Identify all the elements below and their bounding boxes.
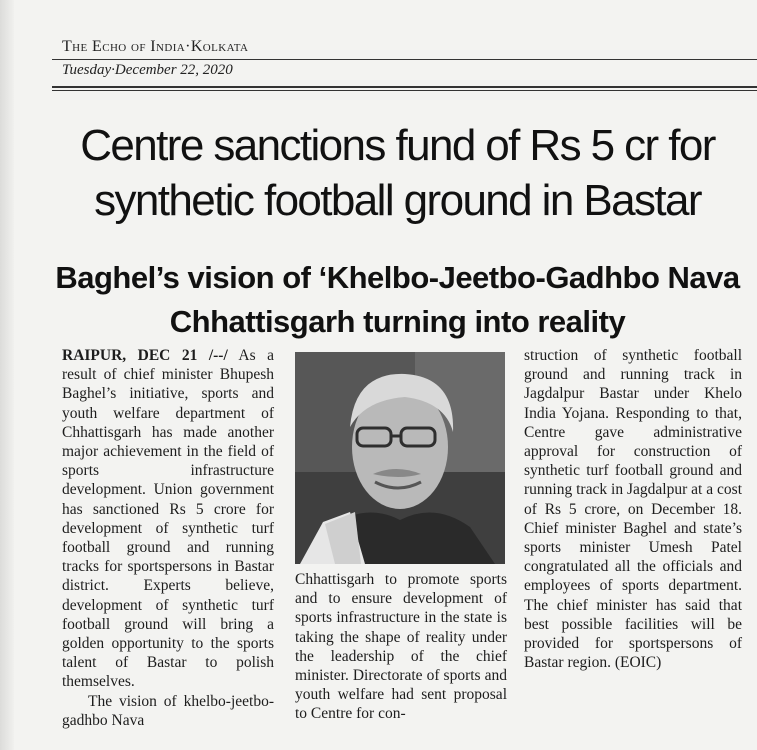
column-2-text: Chhattisgarh to promote sports and to ensure development of sports infrastructure in the state is taking the shape of reality under the leadership of the chief minister. Directorate of sports and youth welfare had sent proposal to Centre for con-: [295, 571, 507, 723]
lead-text: As a result of chief minister Bhupesh Baghel’s initiative, sports and youth welfare department of Chhattisgarh has made another major achievement in the field of sports infrastructure development. Union government has sanctioned Rs 5 crore for development of synthetic turf football ground and running tracks for sportspersons in Bastar district. Experts believe, development of synthetic turf football ground will bring a golden opportunity to the sports talent of Bastar to polish themselves.: [62, 347, 274, 691]
newspaper-masthead: The Echo of India·Kolkata: [62, 38, 249, 55]
second-paragraph-start: The vision of khelbo-jeetbo-gadhbo Nava: [62, 692, 274, 729]
column-3-text: struction of synthetic football ground and running track in Jagdalpur Bastar under Khelo India Yojana. Responding to that, Centre gave administrative approval for construction of synthetic turf football ground and running track in Jagdalpur at a cost of Rs 5 crore, on December 18. Chief minister Baghel and state’s sports minister Umesh Patel congratulated all the officials and employees of sports department. The chief minister has said that best possible facilities will be provided for sportspersons of Bastar region. (EOIC): [524, 347, 742, 672]
masthead-rule: [52, 59, 757, 60]
dateline-byline: RAIPUR, DEC 21 /--/: [62, 347, 228, 364]
lead-paragraph: [62, 346, 274, 692]
chief-minister-photo: [295, 352, 505, 564]
publication-date: Tuesday·December 22, 2020: [62, 62, 233, 78]
header-rule-thin: [52, 90, 757, 91]
page-shadow-edge: [0, 0, 14, 750]
article-column-1: [62, 346, 274, 730]
article-column-2: [295, 570, 507, 724]
portrait-illustration: [295, 352, 505, 564]
article-subhead: Baghel’s vision of ‘Khelbo-Jeetbo-Gadhbo Nava Chhattisgarh turning into reality: [55, 260, 740, 339]
header-rule-thick: [52, 86, 757, 88]
article-column-3: [524, 346, 742, 672]
article-headline: Centre sanctions fund of Rs 5 cr for synthetic football ground in Bastar: [80, 121, 715, 225]
